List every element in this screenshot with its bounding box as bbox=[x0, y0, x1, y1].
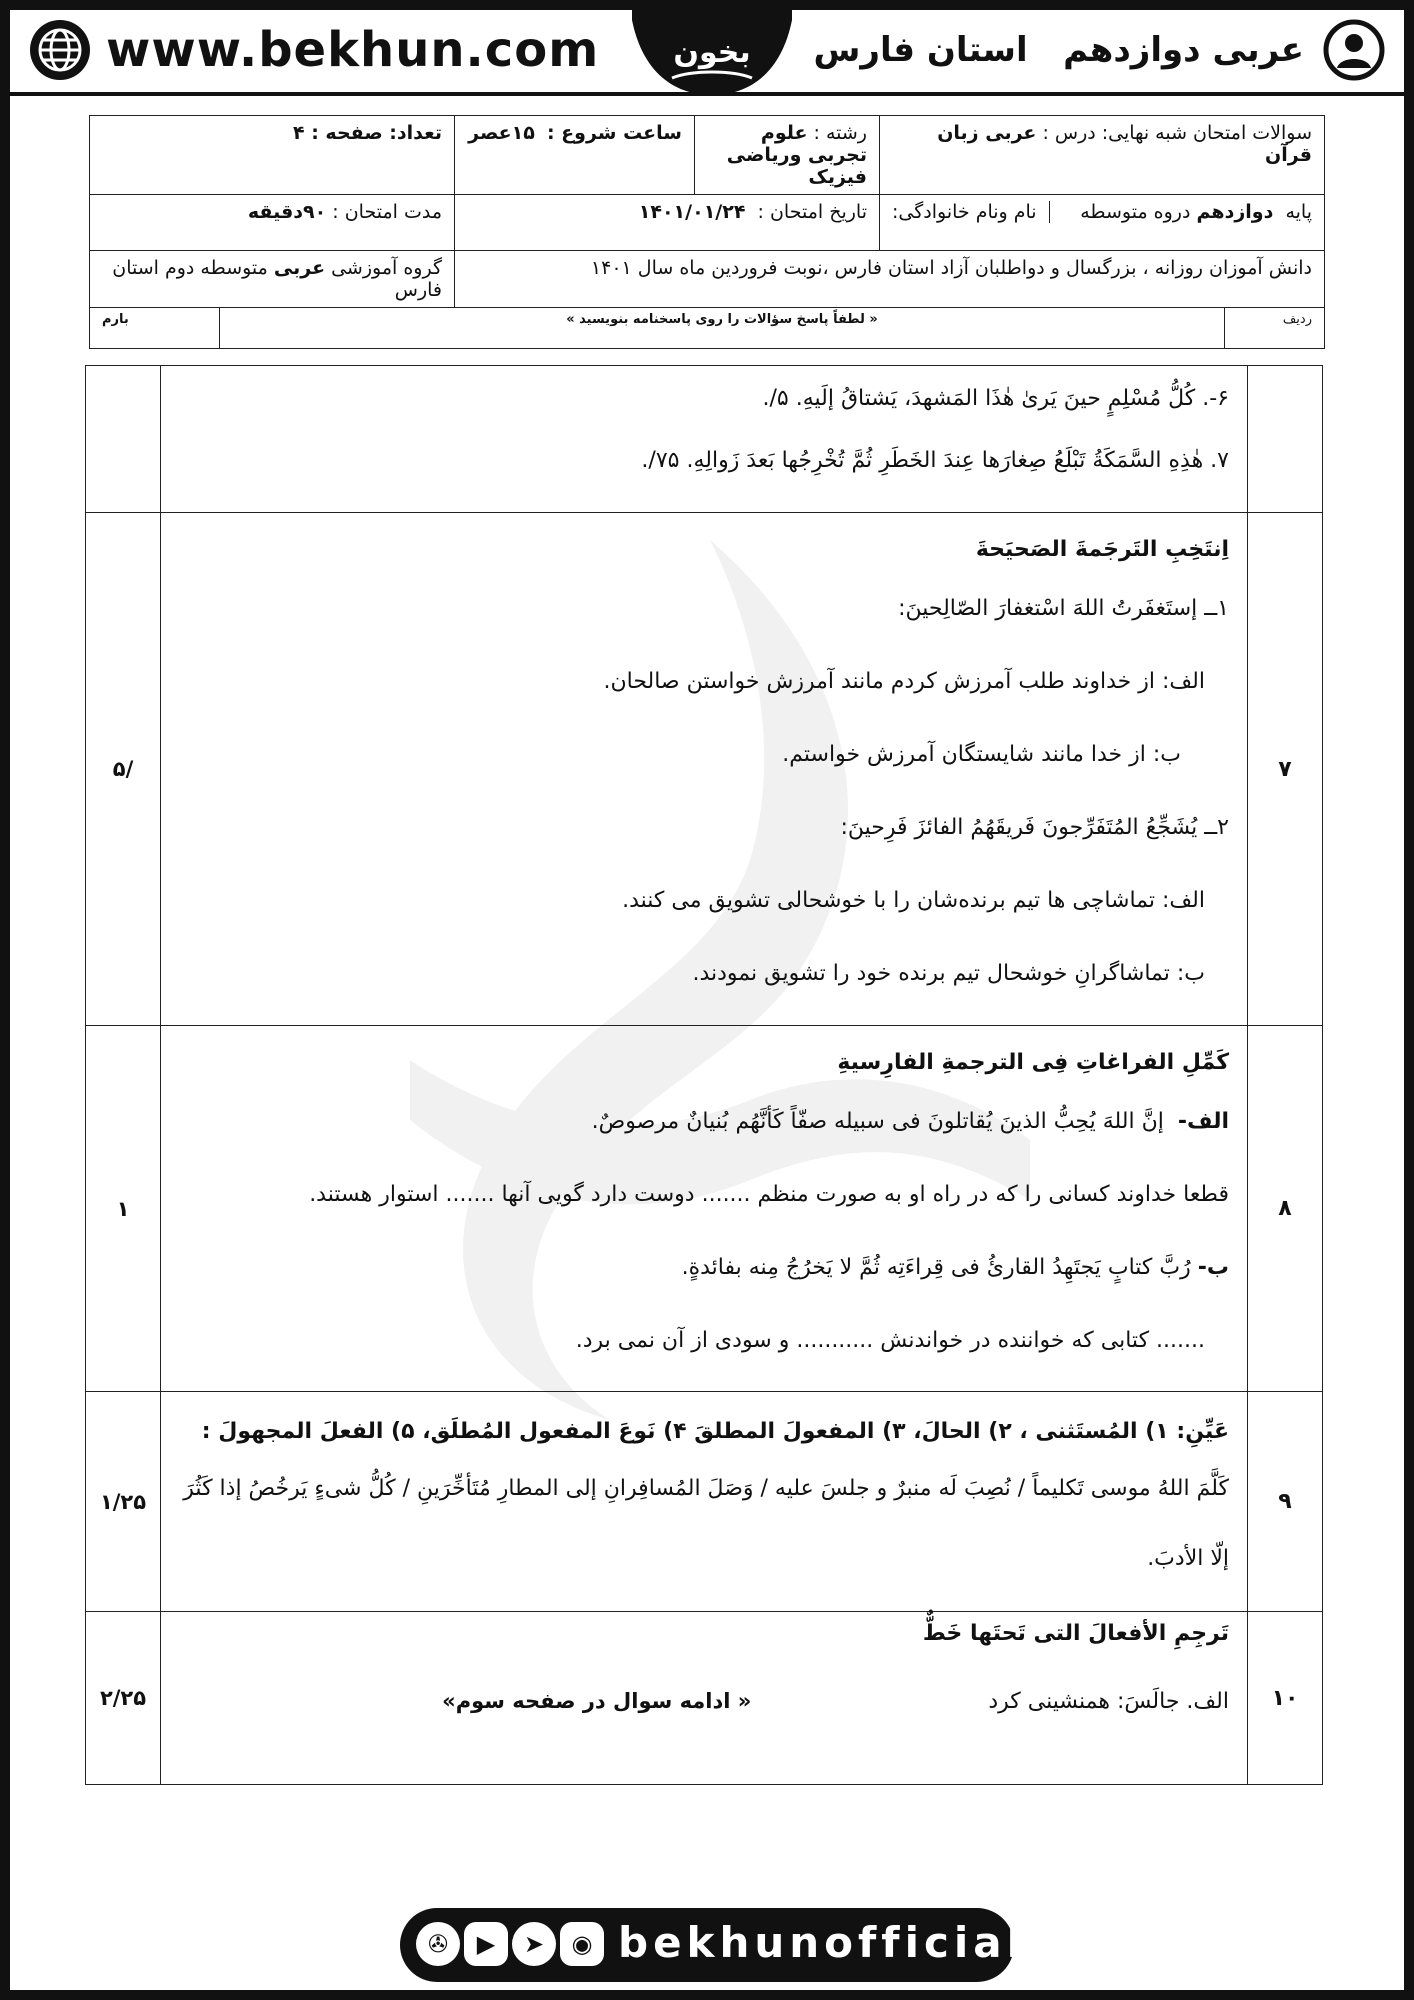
q10-number: ۱۰ bbox=[1248, 1612, 1323, 1785]
q9-heading-label: عَيِّنِ: bbox=[1176, 1418, 1229, 1444]
subject-name: عربی دوازدهم bbox=[1063, 30, 1304, 70]
grade-cell: پایه دوازدهم دروه متوسطه نام ونام خانوادگی: bbox=[880, 195, 1325, 251]
q9-heading: ۱) المُستَثنی ، ۲) الحالَ، ۳) المفعولَ المطلقَ ۴) نَوعَ المفعول المُطلَق، ۵) الفعلَ المجهولَ : bbox=[201, 1418, 1169, 1444]
q7-option-2b: ب: تماشاگرانِ خوشحال تیم برنده خود را تشویق نمودند. bbox=[692, 961, 1205, 986]
question-row-10 bbox=[86, 1612, 1323, 1785]
duration-cell: مدت امتحان : ۹۰دقیقه bbox=[90, 195, 455, 251]
social-bar bbox=[400, 1908, 1027, 1982]
q8-heading: كَمِّلِ الفراغاتِ فِی الترجمةِ الفارِسيةِ bbox=[837, 1049, 1229, 1075]
q8-number: ۸ bbox=[1248, 1026, 1323, 1392]
q10-item-a: الف. جالَسَ: همنشینی کرد bbox=[988, 1689, 1229, 1714]
film-reel-icon[interactable]: ✇ bbox=[416, 1922, 460, 1966]
q8-score: ۱ bbox=[86, 1026, 161, 1392]
exam-title-cell: سوالات امتحان شبه نهایی: درس : عربی زبان قرآن bbox=[880, 116, 1325, 195]
field-cell: رشته : علوم تجربی وریاضی فیزیک bbox=[695, 116, 880, 195]
q7-sentence-1: ۱ــ إستَغفَرتُ اللهَ اسْتغفارَ الصّالِحينَ: bbox=[898, 596, 1229, 621]
students-cell: دانش آموزان روزانه ، بزرگسال و دواطلبان آزاد استان فارس ،نوبت فروردین ماه سال ۱۴۰۱ bbox=[455, 251, 1325, 308]
q8-a-label: الف- bbox=[1177, 1108, 1229, 1134]
q9-text-line-1: كَلَّمَ اللهُ موسی تَكليماً / نُصِبَ لَه منبرٌ و جلسَ عليه / وَصَلَ المُسافِرانِ إلی المطارِ مُتَأخِّرَينِ / كُلُّ شیءٍ يَرخُصُ إذا كَثُرَ bbox=[183, 1475, 1229, 1501]
q10-heading: تَرجِمِ الأفعالَ التی تَحتَها خَطٌّ bbox=[922, 1621, 1229, 1646]
province-name: استان فارس bbox=[813, 30, 1028, 70]
exam-date-cell: تاریخ امتحان : ۱۴۰۱/۰۱/۲۴ bbox=[455, 195, 880, 251]
q7-score: /۵ bbox=[86, 513, 161, 1026]
q7-heading: اِنتَخِبِ التَرجَمةَ الصَحيَحةَ bbox=[975, 537, 1229, 562]
q8-a-translation: قطعا خداوند کسانی را که در راه او به صورت منظم ....... دوست دارد گویی آنها ....... استوار هستند. bbox=[309, 1181, 1229, 1207]
barem-header: بارم bbox=[90, 308, 220, 348]
q9-text-line-2: إلّا الأدبَ. bbox=[1147, 1545, 1229, 1571]
instruction-text: « لطفاً پاسخ سؤالات را روی پاسخنامه بنویسید » bbox=[566, 312, 878, 327]
continue-note: « ادامه سوال در صفحه سوم» bbox=[442, 1689, 752, 1713]
top-banner bbox=[10, 10, 1404, 96]
subject-title bbox=[813, 30, 1304, 70]
q8-b-text: رُبَّ كتابٍ يَجتَهِدُ القارئُ فی قِراءَتِه ثُمَّ لا يَخرُجُ مِنه بفائدةٍ. bbox=[681, 1254, 1191, 1280]
telegram-icon[interactable]: ➤ bbox=[512, 1922, 556, 1966]
radif-header: ردیف bbox=[1224, 308, 1324, 348]
question-row-6-cont bbox=[86, 366, 1323, 513]
bekhun-logo bbox=[632, 0, 792, 100]
q7-option-2a: الف: تماشاچی ها تیم برنده‌شان را با خوشحالی تشویق می کنند. bbox=[622, 888, 1205, 913]
q9-score: ۱/۲۵ bbox=[86, 1392, 161, 1612]
exam-info-table bbox=[89, 115, 1325, 349]
page-count-cell: تعداد: صفحه : ۴ bbox=[90, 116, 455, 195]
name-field: نام ونام خانوادگی: bbox=[892, 201, 1050, 223]
q10-score: ۲/۲۵ bbox=[86, 1612, 161, 1785]
q9-number: ۹ bbox=[1248, 1392, 1323, 1612]
q6-item-6: ۶-. كُلُّ مُسْلِمٍ حينَ يَرىٰ هٰذَا المَشهدَ، يَشتاقُ إلَيهِ. ۵/. bbox=[762, 386, 1229, 411]
user-avatar-icon bbox=[1322, 18, 1386, 82]
globe-icon bbox=[28, 18, 92, 82]
svg-text:بخون: بخون bbox=[673, 35, 751, 70]
youtube-icon[interactable]: ▶ bbox=[464, 1922, 508, 1966]
q7-number: ۷ bbox=[1248, 513, 1323, 1026]
q6-item-7: ۷. هٰذِهِ السَّمَكَةُ تَبْلَعُ صِغارَها عِندَ الخَطَرِ ثُمَّ تُخْرِجُها بَعدَ زَوالِهِ. ۷۵/. bbox=[641, 448, 1229, 473]
q7-sentence-2: ۲ــ يُشَجِّعُ المُتَفَرِّجونَ فَريقَهُمُ الفائزَ فَرِحينَ: bbox=[840, 815, 1229, 840]
questions-table bbox=[85, 365, 1323, 1785]
instagram-icon[interactable]: ◉ bbox=[560, 1922, 604, 1966]
question-row-9 bbox=[86, 1392, 1323, 1612]
website-url[interactable]: www.bekhun.com bbox=[106, 22, 600, 78]
question-row-8 bbox=[86, 1026, 1323, 1392]
q8-b-label: ب- bbox=[1197, 1254, 1229, 1280]
q8-a-text: إنَّ اللهَ يُحِبُّ الذينَ يُقاتلونَ فی سبيله صفّاً كَأنَّهُم بُنيانٌ مرصوصٌ. bbox=[591, 1108, 1164, 1134]
group-cell: گروه آموزشی عربی متوسطه دوم استان فارس bbox=[90, 251, 455, 308]
question-row-7 bbox=[86, 513, 1323, 1026]
q8-b-translation: ....... کتابی که خواننده در خواندنش ........... و سودی از آن نمی برد. bbox=[575, 1327, 1205, 1353]
q7-option-1b: ب: از خدا مانند شایستگان آمرزش خواستم. bbox=[782, 742, 1181, 767]
start-time-cell: ساعت شروع : ۱۵عصر bbox=[455, 116, 695, 195]
social-handle[interactable]: bekhunofficial bbox=[618, 1918, 1027, 1967]
q7-option-1a: الف: از خداوند طلب آمرزش کردم مانند آمرزش خواستن صالحان. bbox=[603, 669, 1205, 694]
